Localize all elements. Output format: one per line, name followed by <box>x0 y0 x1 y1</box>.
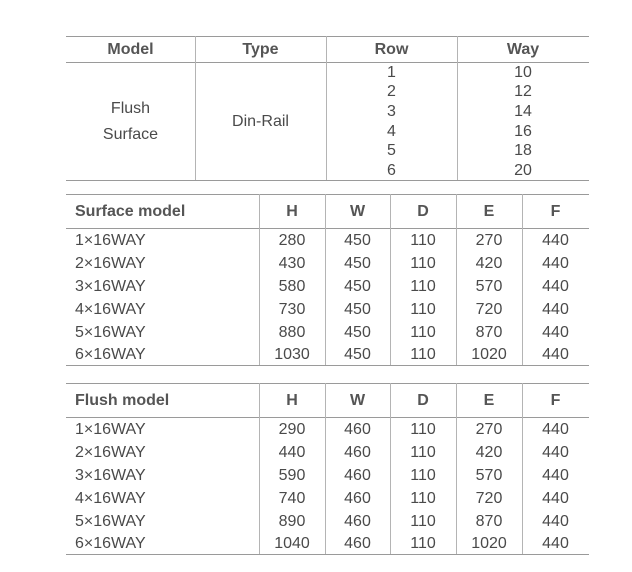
flush-col-d: D <box>417 391 429 409</box>
row-model-cell: 4×16WAY <box>75 489 146 507</box>
top-table-border-bottom <box>66 180 589 181</box>
row-e-cell: 270 <box>475 421 503 439</box>
row-h-cell: 890 <box>278 512 306 530</box>
way-value: 20 <box>514 161 532 179</box>
row-h-cell: 1030 <box>274 346 310 364</box>
row-model-cell: 2×16WAY <box>75 444 146 462</box>
row-w-cell: 450 <box>344 232 371 250</box>
surface-col-w: W <box>349 202 366 220</box>
row-f-cell: 440 <box>542 489 569 507</box>
row-f-cell: 440 <box>542 466 569 484</box>
row-d-cell: 110 <box>410 466 436 484</box>
model-line-flush: Flush <box>110 99 151 117</box>
model-line-surface: Surface <box>102 125 159 143</box>
row-w-cell: 460 <box>344 512 371 530</box>
row-d-cell: 110 <box>410 277 436 295</box>
way-value: 10 <box>514 63 532 81</box>
row-e-cell: 720 <box>475 300 503 318</box>
row-h-cell: 880 <box>278 323 306 341</box>
surface-header-divider <box>66 228 589 229</box>
row-w-cell: 450 <box>344 255 371 273</box>
row-e-cell: 570 <box>475 466 503 484</box>
row-value: 2 <box>387 83 396 101</box>
row-h-cell: 740 <box>278 489 306 507</box>
row-value: 4 <box>387 122 396 140</box>
row-h-cell: 280 <box>278 232 306 250</box>
row-h-cell: 290 <box>278 421 306 439</box>
surface-col-f: F <box>550 202 561 220</box>
row-model-cell: 6×16WAY <box>75 346 146 364</box>
row-model-cell: 3×16WAY <box>75 466 146 484</box>
row-value: 5 <box>387 142 396 160</box>
row-e-cell: 870 <box>475 323 503 341</box>
row-d-cell: 110 <box>410 535 436 553</box>
row-d-cell: 110 <box>410 444 436 462</box>
row-w-cell: 460 <box>344 444 371 462</box>
row-f-cell: 440 <box>542 255 569 273</box>
row-d-cell: 110 <box>410 346 436 364</box>
way-value: 16 <box>514 122 532 140</box>
row-model-cell: 5×16WAY <box>75 512 146 530</box>
flush-col-h: H <box>286 391 298 409</box>
row-f-cell: 440 <box>542 323 569 341</box>
row-w-cell: 460 <box>344 535 371 553</box>
row-d-cell: 110 <box>410 489 436 507</box>
row-f-cell: 440 <box>542 300 569 318</box>
row-model-cell: 2×16WAY <box>75 255 146 273</box>
row-d-cell: 110 <box>410 300 436 318</box>
model-value <box>66 63 195 180</box>
row-h-cell: 730 <box>278 300 306 318</box>
row-f-cell: 440 <box>542 512 569 530</box>
surface-title: Surface model <box>75 202 186 220</box>
header-model: Model <box>107 40 154 58</box>
row-w-cell: 450 <box>344 346 371 364</box>
row-e-cell: 1020 <box>471 346 507 364</box>
row-e-cell: 870 <box>475 512 503 530</box>
way-value: 12 <box>514 83 532 101</box>
row-model-cell: 1×16WAY <box>75 232 146 250</box>
flush-header-divider <box>66 417 589 418</box>
row-model-cell: 4×16WAY <box>75 300 146 318</box>
surface-col-e: E <box>483 202 495 220</box>
row-f-cell: 440 <box>542 535 569 553</box>
row-d-cell: 110 <box>410 255 436 273</box>
row-e-cell: 1020 <box>471 535 507 553</box>
row-model-cell: 6×16WAY <box>75 535 146 553</box>
row-value: 6 <box>387 161 396 179</box>
row-w-cell: 460 <box>344 421 371 439</box>
row-e-cell: 270 <box>475 232 503 250</box>
row-e-cell: 570 <box>475 277 503 295</box>
way-value: 18 <box>514 142 532 160</box>
surface-col-d: D <box>417 202 429 220</box>
row-h-cell: 430 <box>278 255 306 273</box>
flush-col-f: F <box>550 391 561 409</box>
row-value: 1 <box>387 63 396 81</box>
row-model-cell: 5×16WAY <box>75 323 146 341</box>
header-way: Way <box>506 40 540 58</box>
row-w-cell: 450 <box>344 277 371 295</box>
flush-title: Flush model <box>75 391 170 409</box>
row-h-cell: 590 <box>278 466 306 484</box>
row-e-cell: 420 <box>475 444 503 462</box>
row-e-cell: 720 <box>475 489 503 507</box>
row-w-cell: 460 <box>344 466 371 484</box>
row-w-cell: 460 <box>344 489 371 507</box>
row-value: 3 <box>387 102 396 120</box>
row-f-cell: 440 <box>542 232 569 250</box>
row-f-cell: 440 <box>542 346 569 364</box>
row-h-cell: 1040 <box>274 535 310 553</box>
row-w-cell: 450 <box>344 323 371 341</box>
row-d-cell: 110 <box>410 421 436 439</box>
row-f-cell: 440 <box>542 444 569 462</box>
type-value: Din-Rail <box>232 112 289 130</box>
row-d-cell: 110 <box>410 323 436 341</box>
flush-col-e: E <box>483 391 495 409</box>
row-f-cell: 440 <box>542 277 569 295</box>
row-h-cell: 440 <box>278 444 306 462</box>
row-f-cell: 440 <box>542 421 569 439</box>
row-h-cell: 580 <box>278 277 306 295</box>
surface-col-h: H <box>286 202 298 220</box>
way-value: 14 <box>514 102 532 120</box>
row-model-cell: 1×16WAY <box>75 421 146 439</box>
row-values <box>326 63 457 180</box>
row-w-cell: 450 <box>344 300 371 318</box>
way-values <box>457 63 589 180</box>
row-d-cell: 110 <box>410 232 436 250</box>
row-d-cell: 110 <box>410 512 436 530</box>
row-model-cell: 3×16WAY <box>75 277 146 295</box>
header-type: Type <box>242 40 279 58</box>
row-e-cell: 420 <box>475 255 503 273</box>
flush-col-w: W <box>349 391 366 409</box>
header-row: Row <box>374 40 409 58</box>
